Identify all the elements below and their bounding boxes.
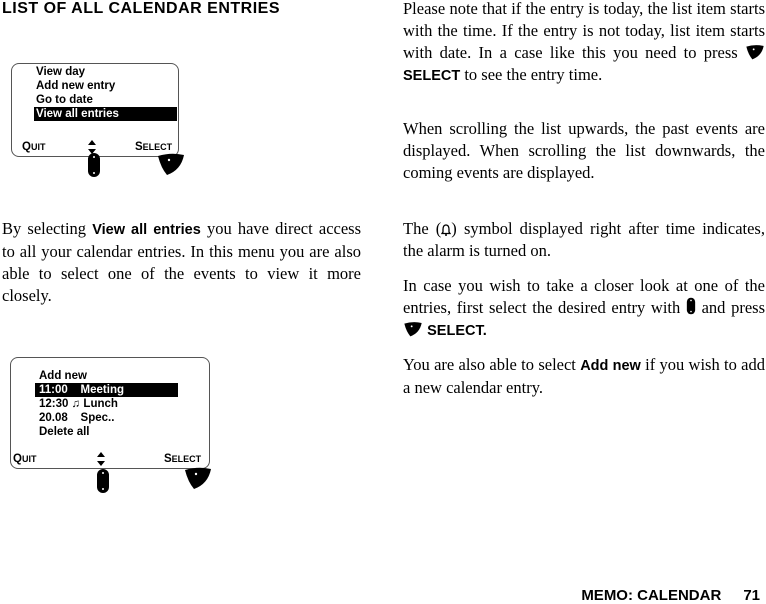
scroll-key-icon [686,297,696,315]
text-span: ) symbol displayed right after time indicates, the alarm is turned on. [403,219,765,260]
menu-reference: View all entries [92,222,201,238]
menu-item-view-all-entries[interactable]: View all entries [34,107,177,121]
list-item-lunch[interactable]: 12:30 ♫ Lunch [39,398,118,410]
right-paragraph-1 [403,0,765,87]
scroll-arrows-icon [97,452,105,466]
right-paragraph-2: When scrolling the list upwards, the past events are displayed. When scrolling the list downwards, the coming events are displayed. [403,119,765,182]
page-heading: LIST OF ALL CALENDAR ENTRIES [2,0,280,17]
right-paragraph-4 [403,275,765,342]
menu-item-add-new-entry[interactable]: Add new entry [36,80,116,92]
alarm-bell-icon [441,224,451,236]
menu-item-view-day[interactable]: View day [36,66,86,78]
select-softkey[interactable]: SELECT [135,141,173,153]
menu-reference: Add new [580,358,641,374]
menu-item-go-to-date[interactable]: Go to date [36,94,93,106]
scroll-key-icon[interactable] [96,468,110,494]
text-span: You are also able to select [403,355,581,374]
list-item-meeting[interactable]: 11:00 Meeting [35,383,178,397]
text-span: to see the entry time. [460,65,603,84]
select-key-icon[interactable] [157,152,185,176]
select-key-label: SELECT. [427,323,487,339]
select-key-label: SELECT [403,68,461,84]
text-span: Please note that if the entry is today, the list item starts with the time. If the entry is not today, list item starts with date. In a case like this you need to press [403,0,765,62]
text-span: and press [695,298,765,317]
right-paragraph-3 [403,218,765,262]
text-span: In case you wish to take a closer look at one of the entries, first select the desired entry with [403,276,765,317]
text-span: By selecting [2,219,93,238]
select-key-icon[interactable] [184,466,212,490]
right-paragraph-5 [403,354,765,399]
page-footer [581,587,760,604]
text-span: The ( [403,219,442,238]
phone-screen-menu [11,63,179,157]
phone-screen-entries [10,357,210,469]
quit-softkey[interactable]: QUIT [22,141,46,153]
scroll-key-icon[interactable] [87,152,101,178]
list-item-spec[interactable]: 20.08 Spec.. [39,412,115,424]
text-span: you have direct access to all your calendar entries. In this menu you are also able to select one of the events to view it more closely. [2,219,362,305]
select-softkey[interactable]: SELECT [164,453,202,465]
quit-softkey[interactable]: QUIT [13,453,37,465]
list-item-delete-all[interactable]: Delete all [39,426,90,438]
select-key-icon [403,321,423,337]
text-span: if you wish to add a new calendar entry. [403,355,765,397]
left-paragraph [2,218,361,307]
page-number: 71 [743,587,760,604]
footer-section: MEMO: CALENDAR [581,587,722,604]
select-key-icon [745,44,765,60]
list-item-add-new[interactable]: Add new [39,370,87,382]
